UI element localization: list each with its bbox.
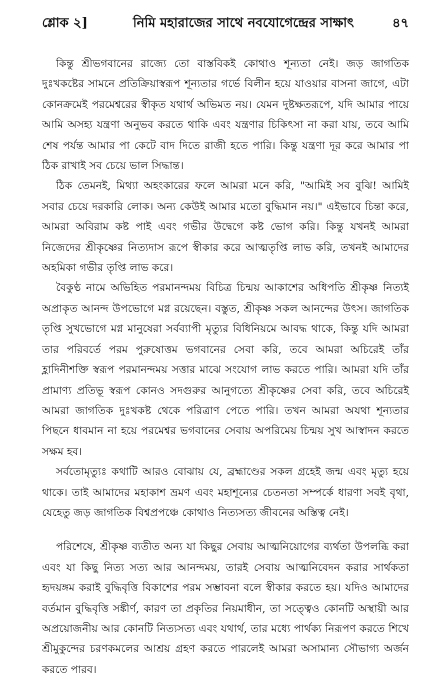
chapter-title: নিমি মহারাজের সাথে নবযোগেন্দ্রের সাক্ষাৎ — [133, 16, 354, 31]
paragraph-5: পরিশেষে, শ্রীকৃষ্ণ ব্যতীত অন্য যা কিছুর সেবায় আত্মনিয়োগের ব্যর্থতা উপলব্ধি করা এবং যা কিছু নিত্য সত্য আর আনন্দময়, তারই সেবায় আত্মনিবেদন করার সার্থকতা হৃদয়ঙ্গম করাই বুদ্ধিবৃত্তি বিকাশের পরম সম্ভাবনা বলে স্বীকার করতে হয়। যদিও আমাদের বর্তমান বুদ্ধিবৃত্তি সঙ্কীর্ণ, কারণ তা প্রকৃতির নিয়মাধীন, তা সত্ত্বেও কোনটি অস্থায়ী আর অপ্রয়োজনীয় আর কোনটি নিত্যসত্য এবং যথার্থ, তার মধ্যে পার্থক্য নিরূপণ করতে শিখে শ্রীমুকুন্দের চরণকমলের আশ্রয় গ্রহণ করতে পারলেই আমরা অসামান্য সৌভাগ্য অর্জন করতে পারব। — [42, 541, 409, 676]
page-number: ৪৭ — [392, 16, 409, 31]
paragraph-4: সর্বতোমৃত্যুঃ কথাটি আরও বোঝায় যে, ব্রহ্মাণ্ডের সকল গ্রহেই জন্ম এবং মৃত্যু হয়ে থাকে। তাই আমাদের মহাকাশ ভ্রমণ এবং মহাশূন্যের চেতনতা সম্পর্কে ধারণা সবই বৃথা, যেহেতু জড় জাগতিক বিশ্বপ্রপঞ্চে কোথাও নিত্যসত্য জীবনের অস্তিত্ব নেই। — [42, 466, 409, 519]
paragraph-2: ঠিক তেমনই, মিথ্যা অহংকারের ফলে আমরা মনে করি, "আমিই সব বুঝি! আমিই সবার চেয়ে দরকারি লোক। অন্য কেউই আমার মতো বুদ্ধিমান নয়।" এইভাবে চিন্তা করে, আমরা অবিরাম কষ্ট পাই এবং গভীর উদ্বেগে কষ্ট ভোগ করি। কিন্তু যখনই আমরা নিজেদের শ্রীকৃষ্ণের নিত্যদাস রূপে স্বীকার করে আত্মতৃপ্তি লাভ করি, তখনই আমাদের অহমিকা গভীর তৃপ্তি লাভ করে। — [42, 180, 409, 275]
running-header — [42, 14, 409, 38]
page-body — [42, 54, 409, 680]
paragraph-3: বৈকুণ্ঠ নামে অভিহিত পরমানন্দময় বিচিত্র চিন্ময় আকাশের অধিপতি শ্রীকৃষ্ণ নিত্যই অপ্রাকৃত আনন্দ উপভোগে মগ্ন রয়েছেন। বস্তুত, শ্রীকৃষ্ণ সকল আনন্দের উৎস। জাগতিক তৃপ্তি সুখভোগে মগ্ন মানুষেরা সর্বব্যাপী মৃত্যুর বিধিনিয়মে আবদ্ধ থাকে, কিন্তু যদি আমরা তার পরিবর্তে পরম পুরুষোত্তম ভগবানের সেবা করি, তবে আমরা অচিরেই তাঁর হ্লাদিনীশক্তি স্বরূপ পরমানন্দময় সত্তার মাঝে সংযোগ লাভ করতে পারি। আমরা যদি তাঁর প্রামাণ্য প্রতিভূ স্বরূপ কোনও সদগুরুর আনুগত্যে শ্রীকৃষ্ণের সেবা করি, তবে অচিরেই আমরা জাগতিক দুঃখকষ্ট থেকে পরিত্রাণ পেতে পারি। তখন আমরা অযথা শূন্যতার পিছনে ধাবমান না হয়ে পরমেশ্বর ভগবানের সেবায় অপরিমেয় চিন্ময় সুখ আস্বাদন করতে সক্ষম হব। — [42, 282, 409, 458]
paragraph-1: কিন্তু শ্রীভগবানের রাজ্যে তো বাস্তবিকই কোথাও শূন্যতা নেই। জড় জাগতিক দুঃখকষ্টের সামনে প্রতিক্রিয়াস্বরূপ শূন্যতার গর্ভে বিলীন হয়ে যাওয়ার বাসনা জাগে, এটা কোনক্রমেই পরমেশ্বরের স্বীকৃত যথার্থ অভিমত নয়। যেমন দুষ্টক্ষতরূপে, যদি আমার পায়ে আমি অসহ্য যন্ত্রণা অনুভব করতে থাকি এবং যন্ত্রণার চিকিৎসা না করা যায়, তবে আমি শেষ পর্যন্ত আমার পা কেটে বাদ দিতে রাজী হতে পারি। কিন্তু যন্ত্রণা দূর করে আমার পা ঠিক রাখাই সব চেয়ে ভাল সিদ্ধান্ত। — [42, 58, 409, 173]
verse-reference: শ্লোক ২] — [42, 16, 88, 31]
